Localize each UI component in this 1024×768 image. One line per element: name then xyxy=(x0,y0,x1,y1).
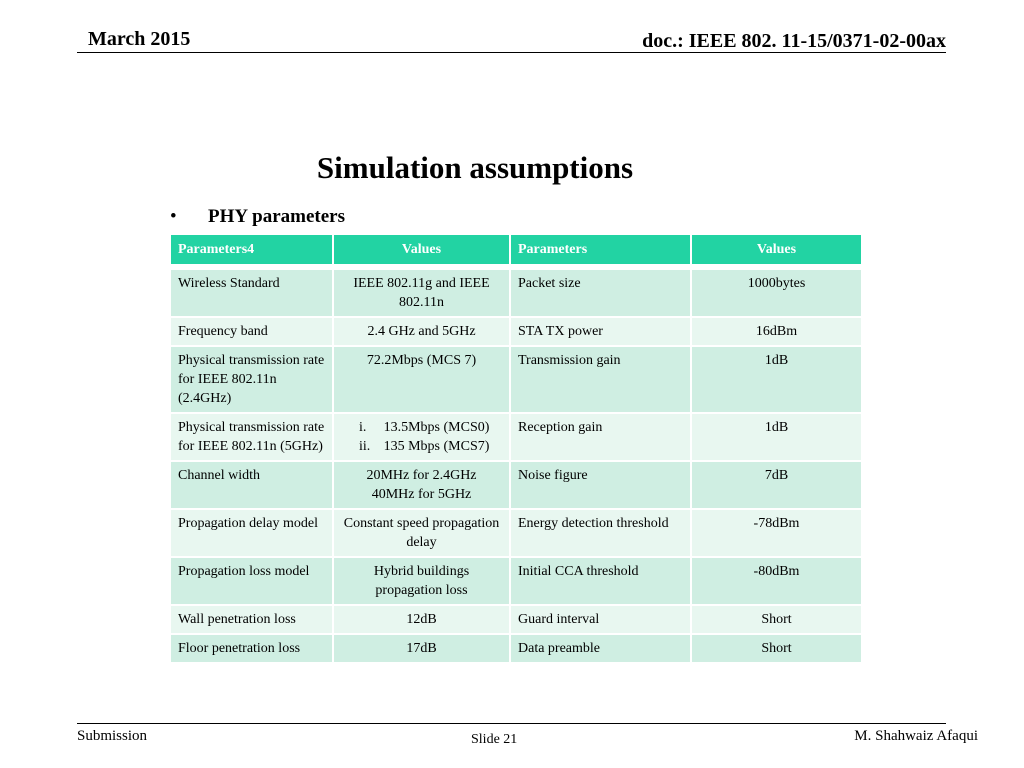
param-cell: Floor penetration loss xyxy=(170,634,333,663)
table-row xyxy=(170,461,862,509)
header-cell-values-2: Values xyxy=(691,234,862,265)
value-cell: 1dB xyxy=(691,346,862,413)
value-cell: -78dBm xyxy=(691,509,862,557)
table-row xyxy=(170,317,862,346)
header-date: March 2015 xyxy=(88,28,191,50)
param-cell: Guard interval xyxy=(510,605,691,634)
value-cell: -80dBm xyxy=(691,557,862,605)
value-cell: 17dB xyxy=(333,634,510,663)
table-header-row xyxy=(170,234,862,265)
param-cell: Data preamble xyxy=(510,634,691,663)
value-cell: 7dB xyxy=(691,461,862,509)
footer-author: M. Shahwaiz Afaqui xyxy=(854,728,978,744)
header-cell-parameters-2: Parameters xyxy=(510,234,691,265)
header-doc-id: doc.: IEEE 802. 11-15/0371-02-00ax xyxy=(642,30,946,52)
table-row xyxy=(170,605,862,634)
footer-slide-number: Slide 21 xyxy=(471,732,518,747)
table-row xyxy=(170,269,862,317)
list-text: 135 Mbps (MCS7) xyxy=(383,439,490,454)
value-cell: 2.4 GHz and 5GHz xyxy=(333,317,510,346)
param-cell: Wall penetration loss xyxy=(170,605,333,634)
table-row xyxy=(170,634,862,663)
value-cell: Constant speed propagation delay xyxy=(333,509,510,557)
value-cell xyxy=(333,461,510,509)
param-cell: Reception gain xyxy=(510,413,691,461)
phy-parameters-table xyxy=(169,233,863,664)
param-cell: Wireless Standard xyxy=(170,269,333,317)
value-cell: 16dBm xyxy=(691,317,862,346)
table-row xyxy=(170,413,862,461)
rate-list xyxy=(341,418,502,456)
header-divider xyxy=(77,52,946,53)
param-cell: Channel width xyxy=(170,461,333,509)
footer-divider xyxy=(77,723,946,724)
param-cell: Frequency band xyxy=(170,317,333,346)
param-cell: Physical transmission rate for IEEE 802.11n (5GHz) xyxy=(170,413,333,461)
slide-title: Simulation assumptions xyxy=(316,150,634,185)
header-cell-values-1: Values xyxy=(333,234,510,265)
value-cell: IEEE 802.11g and IEEE 802.11n xyxy=(333,269,510,317)
value-cell: 12dB xyxy=(333,605,510,634)
bullet-phy-parameters xyxy=(170,206,345,228)
bullet-text: PHY parameters xyxy=(208,206,345,227)
header-cell-parameters-1: Parameters4 xyxy=(170,234,333,265)
value-cell: 72.2Mbps (MCS 7) xyxy=(333,346,510,413)
param-cell: Transmission gain xyxy=(510,346,691,413)
param-cell: Initial CCA threshold xyxy=(510,557,691,605)
footer-submission: Submission xyxy=(77,728,148,744)
value-line: 40MHz for 5GHz xyxy=(371,487,472,502)
bullet-dot: • xyxy=(170,206,177,227)
param-cell: STA TX power xyxy=(510,317,691,346)
table-row xyxy=(170,557,862,605)
param-cell: Propagation delay model xyxy=(170,509,333,557)
list-item xyxy=(341,437,502,456)
param-cell: Packet size xyxy=(510,269,691,317)
table-row xyxy=(170,346,862,413)
list-number: i. xyxy=(359,420,367,435)
list-text: 13.5Mbps (MCS0) xyxy=(383,420,490,435)
param-cell: Noise figure xyxy=(510,461,691,509)
value-cell-list xyxy=(333,413,510,461)
list-number: ii. xyxy=(359,439,371,454)
param-cell: Energy detection threshold xyxy=(510,509,691,557)
list-item xyxy=(341,418,502,437)
param-cell: Propagation loss model xyxy=(170,557,333,605)
table-row xyxy=(170,509,862,557)
value-cell: Short xyxy=(691,605,862,634)
value-cell: 1000bytes xyxy=(691,269,862,317)
value-cell: Hybrid buildings propagation loss xyxy=(333,557,510,605)
value-cell: 1dB xyxy=(691,413,862,461)
value-line: 20MHz for 2.4GHz xyxy=(366,468,477,483)
value-cell: Short xyxy=(691,634,862,663)
param-cell: Physical transmission rate for IEEE 802.11n (2.4GHz) xyxy=(170,346,333,413)
